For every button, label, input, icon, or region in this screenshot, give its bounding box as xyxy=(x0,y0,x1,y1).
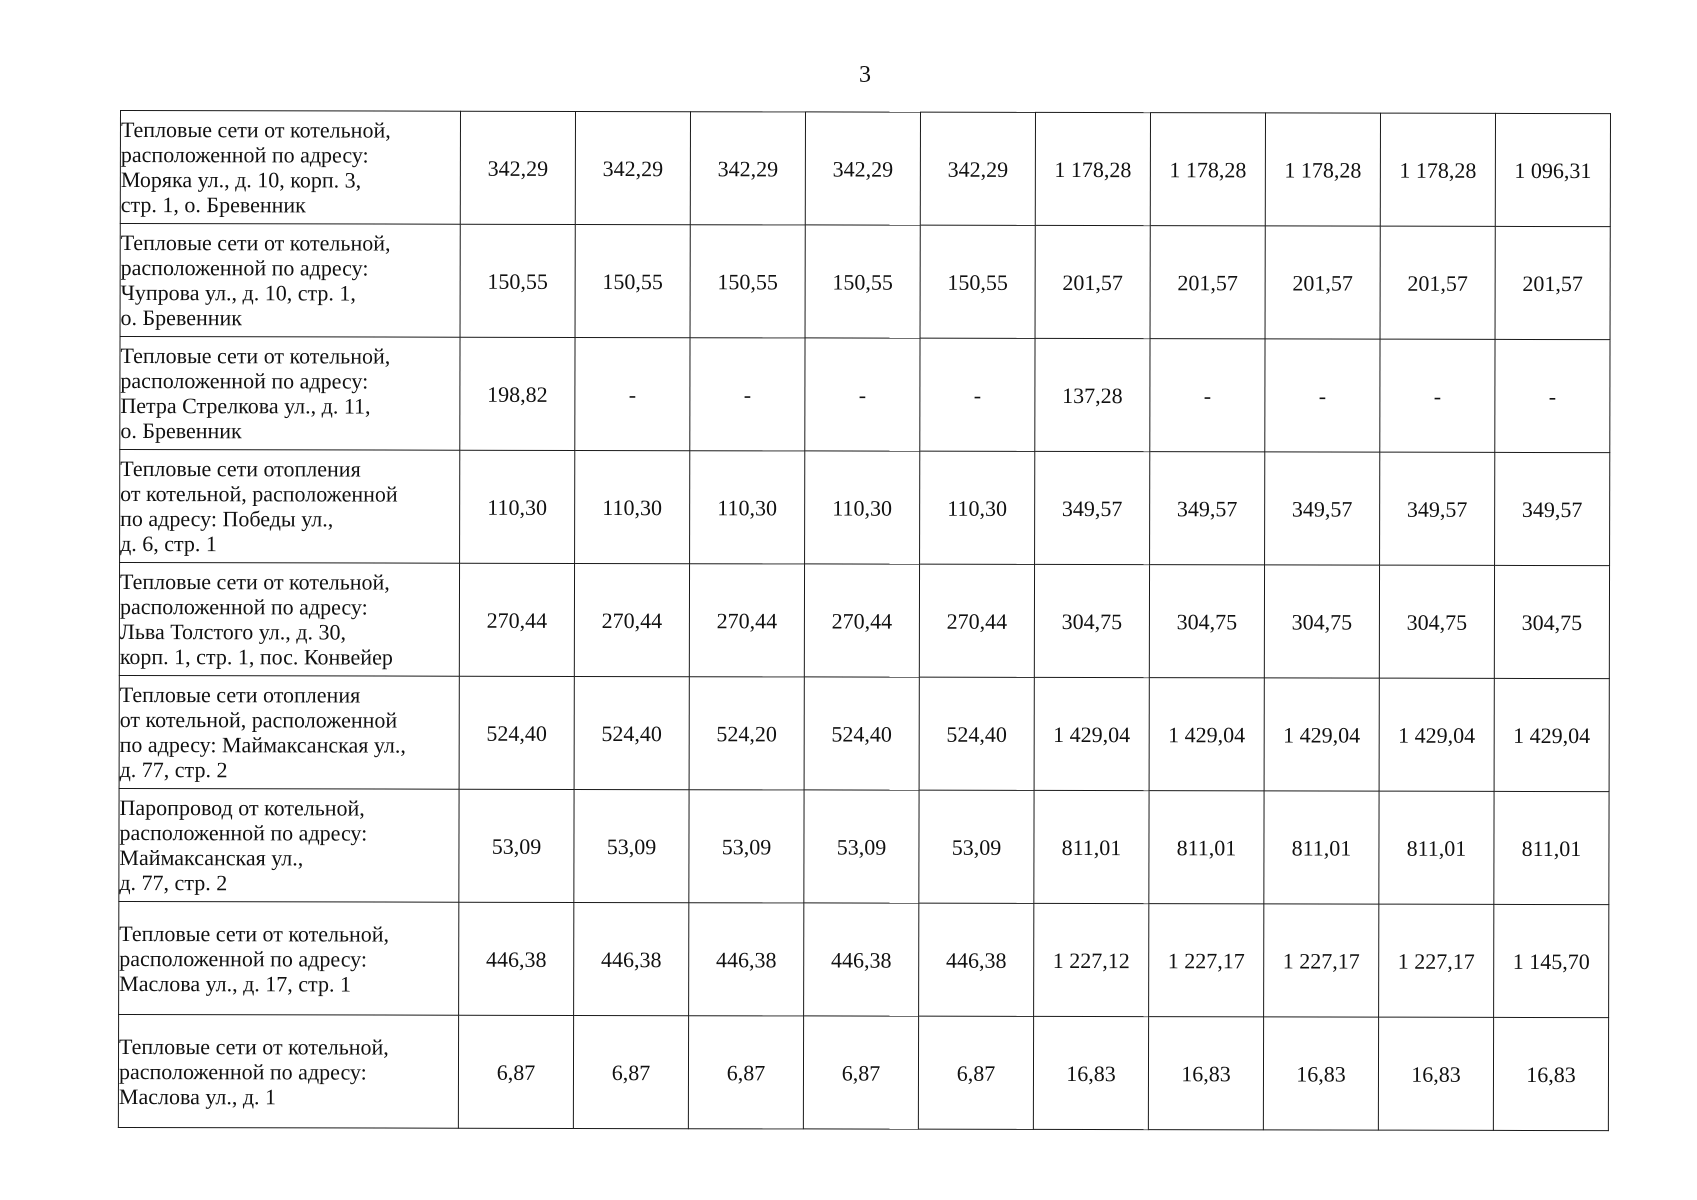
value-cell: 349,57 xyxy=(1150,452,1265,565)
value-cell: 1 145,70 xyxy=(1494,904,1609,1017)
value-cell: 53,09 xyxy=(459,789,574,902)
value-cell: 304,75 xyxy=(1379,565,1494,678)
value-cell: 53,09 xyxy=(689,790,804,903)
value-cell: 342,29 xyxy=(920,112,1035,225)
value-cell: 342,29 xyxy=(575,111,690,224)
value-cell: 811,01 xyxy=(1494,791,1609,904)
row-name-cell: Тепловые сети отопления от котельной, расположенной по адресу: Маймаксанская ул., д. 77, стр. 2 xyxy=(119,675,459,789)
value-cell: 6,87 xyxy=(688,1016,803,1129)
value-cell: 524,40 xyxy=(804,677,919,790)
table-row xyxy=(119,788,1609,904)
value-cell: 524,20 xyxy=(689,677,804,790)
row-name-cell: Тепловые сети от котельной, расположенной по адресу: Льва Толстого ул., д. 30, корп. 1, стр. 1, пос. Конвейер xyxy=(119,563,459,677)
table-row xyxy=(120,337,1610,453)
value-cell: 16,83 xyxy=(1148,1017,1263,1130)
value-cell: 349,57 xyxy=(1265,452,1380,565)
value-cell: 1 178,28 xyxy=(1150,113,1265,226)
value-cell: 6,87 xyxy=(573,1015,688,1128)
row-name-cell: Тепловые сети от котельной, расположенной по адресу: Маслова ул., д. 1 xyxy=(118,1014,458,1128)
value-cell: 1 429,04 xyxy=(1494,678,1609,791)
value-cell: 811,01 xyxy=(1379,791,1494,904)
value-cell: 201,57 xyxy=(1035,225,1150,338)
value-cell: 201,57 xyxy=(1495,226,1610,339)
value-cell: 16,83 xyxy=(1033,1016,1148,1129)
value-cell: 349,57 xyxy=(1495,452,1610,565)
table-row xyxy=(119,563,1609,679)
table-row xyxy=(119,675,1609,791)
table-row xyxy=(120,450,1610,566)
table-row xyxy=(118,1014,1608,1130)
value-cell: 349,57 xyxy=(1035,451,1150,564)
table-row xyxy=(120,111,1610,227)
value-cell: 53,09 xyxy=(574,789,689,902)
value-cell: 6,87 xyxy=(803,1016,918,1129)
value-cell: 110,30 xyxy=(690,451,805,564)
row-name-cell: Тепловые сети от котельной, расположенной по адресу: Маслова ул., д. 17, стр. 1 xyxy=(119,901,459,1015)
value-cell: 6,87 xyxy=(458,1015,573,1128)
row-name-cell: Паропровод от котельной, расположенной по адресу: Маймаксанская ул., д. 77, стр. 2 xyxy=(119,788,459,902)
value-cell: 1 178,28 xyxy=(1380,113,1495,226)
tariff-table xyxy=(118,110,1611,1131)
value-cell: 201,57 xyxy=(1150,226,1265,339)
value-cell: 270,44 xyxy=(919,564,1034,677)
row-name-cell: Тепловые сети отопления от котельной, расположенной по адресу: Победы ул., д. 6, стр. 1 xyxy=(120,450,460,564)
value-cell: 811,01 xyxy=(1034,790,1149,903)
value-cell: 342,29 xyxy=(690,112,805,225)
value-cell: 110,30 xyxy=(575,450,690,563)
value-cell: 446,38 xyxy=(689,903,804,1016)
value-cell: 201,57 xyxy=(1265,226,1380,339)
value-cell: - xyxy=(1265,339,1380,452)
row-name-cell: Тепловые сети от котельной, расположенной по адресу: Моряка ул., д. 10, корп. 3, стр. 1, о. Бревенник xyxy=(120,111,460,225)
value-cell: 446,38 xyxy=(804,903,919,1016)
value-cell: 446,38 xyxy=(919,903,1034,1016)
value-cell: 342,29 xyxy=(805,112,920,225)
row-name-cell: Тепловые сети от котельной, расположенной по адресу: Чупрова ул., д. 10, стр. 1, о. Бревенник xyxy=(120,224,460,338)
value-cell: 1 227,17 xyxy=(1379,904,1494,1017)
value-cell: - xyxy=(920,338,1035,451)
value-cell: 150,55 xyxy=(690,225,805,338)
value-cell: 342,29 xyxy=(460,111,575,224)
value-cell: - xyxy=(690,338,805,451)
value-cell: 198,82 xyxy=(460,337,575,450)
value-cell: 150,55 xyxy=(920,225,1035,338)
value-cell: 1 429,04 xyxy=(1034,677,1149,790)
value-cell: 270,44 xyxy=(459,563,574,676)
value-cell: 304,75 xyxy=(1494,565,1609,678)
value-cell: 811,01 xyxy=(1149,791,1264,904)
value-cell: 150,55 xyxy=(575,224,690,337)
value-cell: 446,38 xyxy=(574,902,689,1015)
value-cell: 1 096,31 xyxy=(1495,113,1610,226)
value-cell: 446,38 xyxy=(459,902,574,1015)
value-cell: 270,44 xyxy=(574,563,689,676)
value-cell: 150,55 xyxy=(805,225,920,338)
value-cell: - xyxy=(575,337,690,450)
value-cell: 524,40 xyxy=(574,676,689,789)
value-cell: 524,40 xyxy=(459,676,574,789)
value-cell: - xyxy=(1380,339,1495,452)
value-cell: 1 227,17 xyxy=(1264,904,1379,1017)
value-cell: 304,75 xyxy=(1149,565,1264,678)
value-cell: 16,83 xyxy=(1378,1017,1493,1130)
value-cell: 150,55 xyxy=(460,224,575,337)
value-cell: 53,09 xyxy=(919,790,1034,903)
value-cell: 304,75 xyxy=(1264,565,1379,678)
value-cell: 6,87 xyxy=(918,1016,1033,1129)
value-cell: 110,30 xyxy=(805,451,920,564)
table-row xyxy=(120,224,1610,340)
value-cell: 201,57 xyxy=(1380,226,1495,339)
value-cell: 16,83 xyxy=(1493,1017,1608,1130)
row-name-cell: Тепловые сети от котельной, расположенной по адресу: Петра Стрелкова ул., д. 11, о. Бревенник xyxy=(120,337,460,451)
value-cell: 16,83 xyxy=(1263,1017,1378,1130)
value-cell: 53,09 xyxy=(804,790,919,903)
value-cell: 524,40 xyxy=(919,677,1034,790)
value-cell: 1 227,17 xyxy=(1149,904,1264,1017)
value-cell: 1 178,28 xyxy=(1035,112,1150,225)
value-cell: 110,30 xyxy=(460,450,575,563)
value-cell: - xyxy=(1150,339,1265,452)
value-cell: 1 178,28 xyxy=(1265,113,1380,226)
page-number: 3 xyxy=(859,62,871,88)
value-cell: 270,44 xyxy=(804,564,919,677)
value-cell: 1 429,04 xyxy=(1264,678,1379,791)
table-body xyxy=(118,111,1610,1131)
value-cell: - xyxy=(805,338,920,451)
value-cell: 811,01 xyxy=(1264,791,1379,904)
value-cell: 137,28 xyxy=(1035,338,1150,451)
value-cell: 1 429,04 xyxy=(1379,678,1494,791)
table-row xyxy=(119,901,1609,1017)
value-cell: 270,44 xyxy=(689,564,804,677)
value-cell: 349,57 xyxy=(1380,452,1495,565)
value-cell: 1 429,04 xyxy=(1149,678,1264,791)
value-cell: 1 227,12 xyxy=(1034,903,1149,1016)
value-cell: - xyxy=(1495,339,1610,452)
value-cell: 304,75 xyxy=(1034,564,1149,677)
value-cell: 110,30 xyxy=(920,451,1035,564)
